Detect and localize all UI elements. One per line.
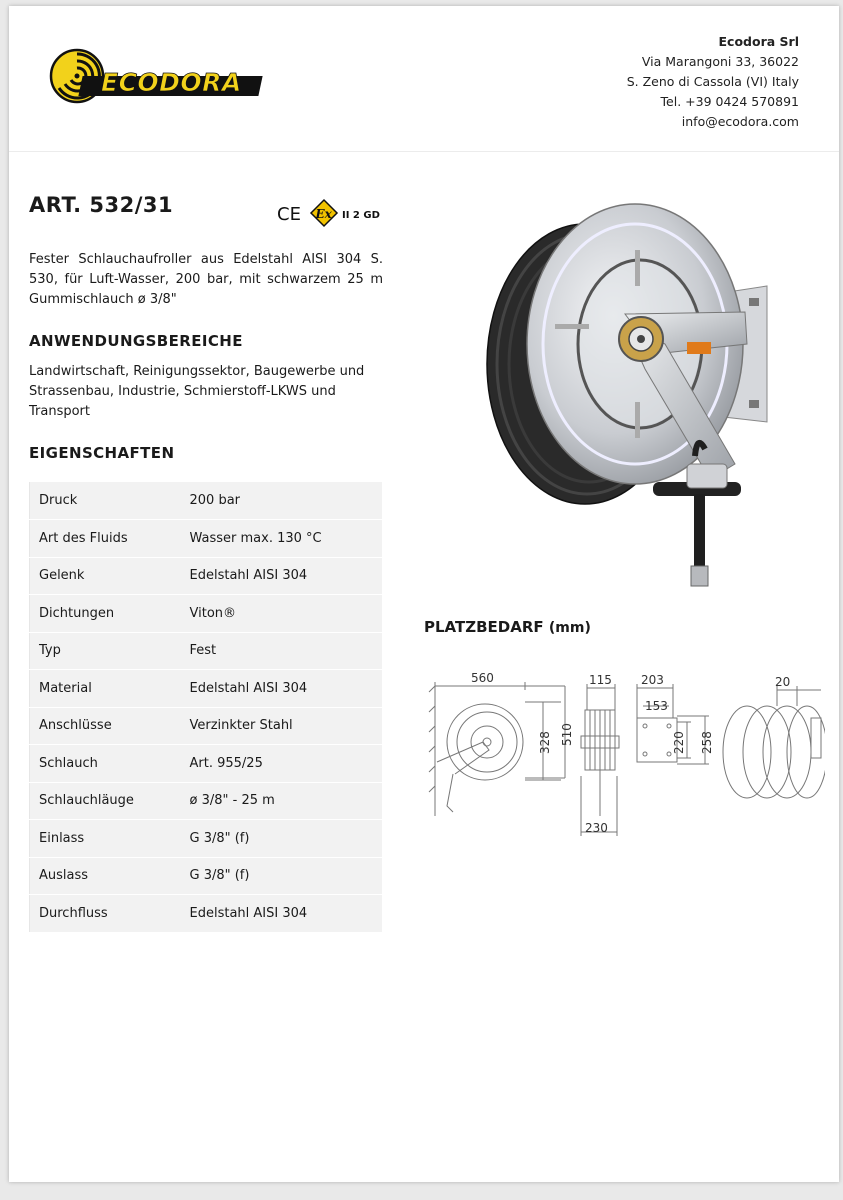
- dim-bracket-h1: 220: [672, 731, 686, 754]
- table-row: [30, 782, 383, 820]
- property-key: Druck: [30, 482, 181, 520]
- table-row: [30, 595, 383, 633]
- company-phone: Tel. +39 0424 570891: [660, 94, 799, 109]
- dim-stack-pitch: 20: [775, 675, 791, 689]
- table-row: [30, 857, 383, 895]
- property-key: Typ: [30, 632, 181, 670]
- company-address: [627, 32, 799, 132]
- property-value: Verzinkter Stahl: [181, 707, 383, 745]
- dimension-drawing: [425, 666, 825, 841]
- table-row: [30, 895, 383, 933]
- property-value: Art. 955/25: [181, 745, 383, 783]
- property-value: G 3/8" (f): [181, 820, 383, 858]
- applications-text: Landwirtschaft, Reinigungssektor, Baugewerbe und Strassenbau, Industrie, Schmierstoff-LKWS und Transport: [29, 364, 365, 419]
- properties-table: [29, 482, 382, 933]
- company-name: Ecodora Srl: [718, 34, 799, 49]
- datasheet-page: [9, 6, 839, 1182]
- ecodora-logo: [49, 46, 271, 108]
- applications-heading: ANWENDUNGSBEREICHE: [29, 332, 243, 350]
- properties-heading: EIGENSCHAFTEN: [29, 444, 175, 462]
- property-key: Schlauch: [30, 745, 181, 783]
- property-value: Edelstahl AISI 304: [181, 895, 383, 933]
- logo-text: ECODORA: [101, 68, 242, 97]
- atex-category: II 2 GD: [342, 210, 380, 221]
- property-key: Art des Fluids: [30, 520, 181, 558]
- table-row: [30, 557, 383, 595]
- header: [9, 6, 839, 152]
- dim-width: 560: [471, 671, 494, 685]
- article-title: ART. 532/31: [29, 193, 174, 217]
- property-key: Einlass: [30, 820, 181, 858]
- property-key: Anschlüsse: [30, 707, 181, 745]
- property-value: Edelstahl AISI 304: [181, 557, 383, 595]
- table-row: [30, 670, 383, 708]
- table-row: [30, 632, 383, 670]
- dim-side-bottom: 230: [585, 821, 608, 835]
- table-row: [30, 707, 383, 745]
- property-value: G 3/8" (f): [181, 857, 383, 895]
- table-row: [30, 482, 383, 520]
- table-row: [30, 745, 383, 783]
- dim-height-outer: 510: [560, 723, 574, 746]
- dim-bracket-h2: 258: [700, 731, 714, 754]
- property-key: Durchfluss: [30, 895, 181, 933]
- property-value: 200 bar: [181, 482, 383, 520]
- table-row: [30, 520, 383, 558]
- property-value: Fest: [181, 632, 383, 670]
- table-row: [30, 820, 383, 858]
- dim-height-inner: 328: [538, 731, 552, 754]
- dim-side-top: 115: [589, 673, 612, 687]
- ce-mark: CE: [277, 204, 301, 225]
- product-description: Fester Schlauchaufroller aus Edelstahl AISI 304 S. 530, für Luft-Wasser, 200 bar, mit schwarzem 25 m Gummischlauch ø 3/8": [29, 252, 383, 307]
- space-unit: (mm): [548, 620, 591, 636]
- dim-bracket-width: 203: [641, 673, 664, 687]
- svg-text:Ex: Ex: [315, 207, 332, 221]
- property-key: Gelenk: [30, 557, 181, 595]
- property-key: Schlauchläuge: [30, 782, 181, 820]
- company-email[interactable]: info@ecodora.com: [681, 114, 799, 129]
- atex-ex-icon: [311, 200, 337, 226]
- address-line-1: Via Marangoni 33, 36022: [641, 54, 799, 69]
- space-requirement-heading: [424, 618, 591, 636]
- address-line-2: S. Zeno di Cassola (VI) Italy: [626, 74, 799, 89]
- dim-bracket-inner: 153: [645, 699, 668, 713]
- property-value: Edelstahl AISI 304: [181, 670, 383, 708]
- property-value: Viton®: [181, 595, 383, 633]
- property-key: Material: [30, 670, 181, 708]
- hose-reel-image: [475, 194, 773, 590]
- property-key: Auslass: [30, 857, 181, 895]
- property-key: Dichtungen: [30, 595, 181, 633]
- certification-marks: [277, 198, 383, 228]
- property-value: Wasser max. 130 °C: [181, 520, 383, 558]
- property-value: ø 3/8" - 25 m: [181, 782, 383, 820]
- space-heading-text: PLATZBEDARF: [424, 618, 544, 636]
